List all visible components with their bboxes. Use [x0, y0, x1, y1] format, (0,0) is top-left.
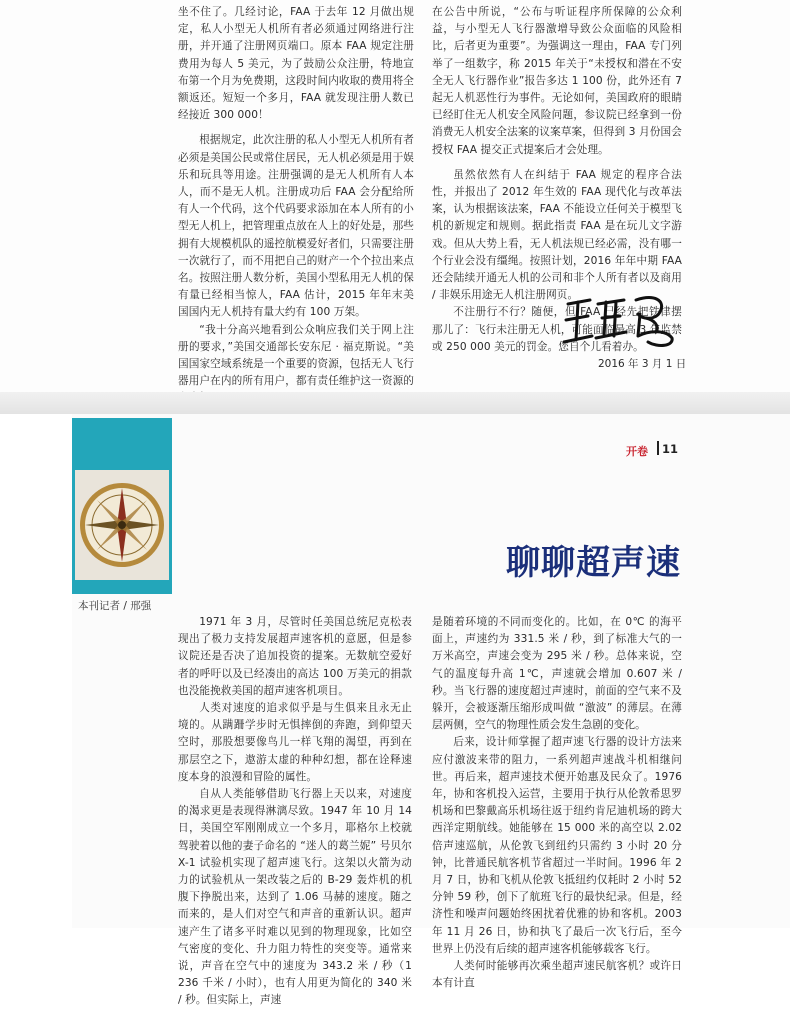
- paragraph: 人类何时能够再次乘坐超声速民航客机？或许日本有计直: [432, 960, 682, 990]
- header-separator: [657, 441, 659, 455]
- paragraph: 后来，设计师掌握了超声速飞行器的设计方法来应付激波来带的阻力，一系列超声速战斗机相继问世。再后来，超声速技术便开始惠及民众了。1976 年，协和客机投入运营，主要用于执行从伦敦希思罗机场和巴黎戴高乐机场往返于纽约肯尼迪机场的跨大西洋定期航线。她能够在 15 000 米的高空以 2.02 倍声速巡航，从伦敦飞到纽约只需约 3 小时 20 分钟，比普通民航客机节省超过一半时间。1996 年 2 月 7 日，协和飞机从伦敦飞抵纽约仅耗时 2 小时 52 分钟 59 秒，创下了航班飞行的最快纪录。但是，经济性和噪声问题始终困扰着优雅的协和客机。2003 年 11 月 26 日，协和执飞了最后一次飞行后，至今世界上仍没有后续的超声速客机能够载客飞行。: [432, 736, 682, 955]
- upper-article-page: [0, 0, 790, 392]
- page-number: 11: [662, 442, 679, 456]
- paragraph: 在公告中所说，“公布与听证程序所保障的公众利益，与小型无人飞行器激增导致公众面临的风险相比，后者更为重要”。为强调这一理由，FAA 专门列举了一组数字，称 2015 年关于“未授权和潜在不安全无人飞行器作业”报告多达 1 100 份，此外还有 7 起无人机恶性行为事件。无论如何，美国政府的眼睛已经盯住无人机安全风险问题，参议院已经拿到一份消费无人机安全法案的议案草案，但得到 3 月份国会授权 FAA 提交正式提案后才会处理。: [432, 6, 682, 156]
- article-title: 聊聊超声速: [506, 543, 681, 583]
- article-date: 2016 年 3 月 1 日: [598, 358, 687, 370]
- page-divider: [0, 392, 790, 414]
- section-tag: 开卷: [626, 445, 648, 458]
- paragraph: 1971 年 3 月，尽管时任美国总统尼克松表现出了极力支持发展超声速客机的意愿，但是参议院还是否决了追加投资的提案。无数航空爱好者的呼吁以及已经凑出的高达 100 万美元的捐款也没能挽救美国的超声速客机项目。: [178, 616, 412, 697]
- paragraph: 虽然依然有人在纠结于 FAA 规定的程序合法性，并报出了 2012 年生效的 FAA 现代化与改革法案，认为根据该法案，FAA 不能设立任何关于模型飞机的新规定和规则。据此指责 FAA 是在玩儿文字游戏。但从大势上看，无人机法规已经必需，没有哪一个行业会没有缰绳。按照计划，2016 年年中期 FAA 还会陆续开通无人机的公司和非个人所有者以及商用 / 非娱乐用途无人机注册网页。: [432, 168, 682, 302]
- compass-image: [75, 470, 169, 580]
- paragraph: 坐不住了。几经讨论，FAA 于去年 12 月做出规定，私人小型无人机所有者必须通过网络进行注册，并开通了注册网页端口。原本 FAA 规定注册费用为每人 5 美元，为了鼓励公众注册，特地宣布第一个月为免费期，这段时间内收取的费用将全额返还。短短一个多月，FAA 就发现注册人数已经接近 300 000！: [178, 6, 414, 122]
- article-byline: 本刊记者 / 邢强: [78, 600, 152, 612]
- lower-left-column: [178, 614, 412, 1010]
- paragraph: 不注册行不行？随便，但 FAA 已经先把铁律摆那儿了：飞行未注册无人机，可能面临最高 3 年监禁或 250 000 美元的罚金。您自个儿看着办。: [432, 306, 682, 353]
- signature-image: [562, 290, 682, 352]
- paragraph: 是随着环境的不同而变化的。比如，在 0℃ 的海平面上，声速约为 331.5 米 / 秒，到了标准大气的一万米高空，声速会变为 295 米 / 秒。总体来说，空气的温度每升高 1℃，声速就会增加 0.607 米 / 秒。当飞行器的速度超过声速时，前面的空气来不及躲开，会被逐渐压缩形成叫做 “激波” 的薄层。在薄层两侧，空气的物理性质会发生急剧的变化。: [432, 616, 682, 732]
- paragraph: “我十分高兴地看到公众响应我们关于网上注册的要求，”美国交通部长安东尼 · 福克斯说。“美国国家空域系统是一个重要的资源，包括无人飞行器用户在内的所有用户，都有责任维护这一资源的: [178, 323, 414, 388]
- paragraph: 自从人类能够借助飞行器上天以来，对速度的渴求更是表现得淋漓尽致。1947 年 10 月 14 日，美国空军刚刚成立一个多月，耶格尔上校就驾驶着以他的妻子命名的 “迷人的葛兰妮” 号贝尔 X-1 试验机实现了超声速飞行。这架以火箭为动力的试验机从一架改装之后的 B-29 轰炸机的机腹下挣脱出来，达到了 1.06 马赫的速度。随之而来的，是人们对空气和声音的重新认识。超声速产生了诸多平时难以见到的物理现象，比如空气密度的变化、升力阻力特性的突变等。通常来说，声音在空气中的速度为 343.2 米 / 秒（1 236 千米 / 小时），也有人用更为简化的 340 米 / 秒。但实际上，声速: [178, 788, 412, 1007]
- lower-right-column: [432, 614, 682, 990]
- paragraph: 人类对速度的追求似乎是与生俱来且永无止境的。从蹒跚学步时无惧摔倒的奔跑，到仰望天空时，那股想要像鸟儿一样飞翔的渴望，再到在那层空之下，遨游太虚的种种幻想，都在诠释速度本身的浪漫和冒险的属性。: [178, 702, 412, 783]
- paragraph: 根据规定，此次注册的私人小型无人机所有者必须是美国公民或常住居民，无人机必须是用于娱乐和玩具等用途。注册强调的是无人机所有人本人，而不是无人机。注册成功后 FAA 会分配给所有人一个代码，这个代码要求添加在本人所有的小型无人机上，把管理重点放在人上的好处是，那些拥有大规模机队的遥控航模爱好者们，只需要注册一次就行了，而不用把自己的财产一个个拉出来点名。按照注册人数分析，美国小型私用无人机的保有量已经相当惊人，FAA 估计，2015 年年末美国国内无人机持有量大约有 100 万架。: [178, 134, 414, 319]
